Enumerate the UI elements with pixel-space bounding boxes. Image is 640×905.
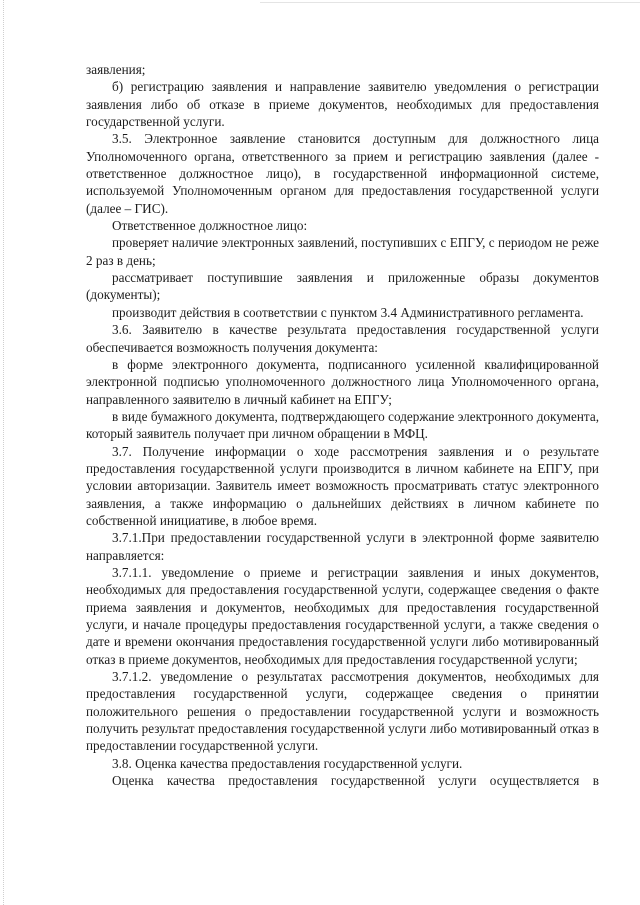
scan-border-top	[260, 2, 640, 3]
paragraph-checks-applications: проверяет наличие электронных заявлений, поступивших с ЕПГУ, с периодом не реже 2 раз в день;	[86, 235, 599, 268]
paragraph-3-7-1: 3.7.1.При предоставлении государственной услуги в электронной форме заявителю направляется:	[86, 530, 599, 563]
paragraph-quality-assessment: Оценка качества предоставления государственной услуги осуществляется в	[112, 773, 599, 789]
paragraph-electronic-document: в форме электронного документа, подписанного усиленной квалифицированной электронной подписью уполномоченного должностного лица Уполномоченного органа, направленного заявителю в личный кабинет на ЕПГУ;	[86, 356, 599, 407]
paragraph-performs-actions: производит действия в соответствии с пунктом 3.4 Административного регламента.	[112, 304, 584, 320]
paragraph-3-7: 3.7. Получение информации о ходе рассмотрения заявления и о результате предоставления государственной услуги производится в личном кабинете на ЕПГУ, при условии авторизации. Заявитель имеет возможность просматривать статус электронного заявления, а также информацию о дальнейших действиях в личном кабинете по собственной инициативе, в любое время.	[86, 443, 599, 528]
paragraph-3-8: 3.8. Оценка качества предоставления государственной услуги.	[112, 755, 463, 771]
paragraph-responsible-official: Ответственное должностное лицо:	[112, 218, 308, 234]
paragraph-3-5: 3.5. Электронное заявление становится доступным для должностного лица Уполномоченного органа, ответственного за прием и регистрацию заявления (далее - ответственное должностное лицо), в государственной информационной системе, используемой Уполномоченным органом для предоставления государственной услуги (далее – ГИС).	[86, 131, 599, 216]
paragraph-registration: б) регистрацию заявления и направление заявителю уведомления о регистрации заявления либо об отказе в приеме документов, необходимых для предоставления государственной услуги.	[86, 79, 599, 130]
paragraph-3-7-1-2: 3.7.1.2. уведомление о результатах рассмотрения документов, необходимых для предоставления государственной услуги, содержащее сведения о принятии положительного решения о предоставлении государственной услуги и возможность получить результат предоставления государственной услуги либо мотивированный отказ в предоставлении государственной услуги.	[86, 669, 599, 754]
document-page	[86, 61, 599, 789]
paragraph-paper-document: в виде бумажного документа, подтверждающего содержание электронного документа, который заявитель получает при личном обращении в МФЦ.	[86, 408, 599, 442]
paragraph-3-7-1-1: 3.7.1.1. уведомление о приеме и регистрации заявления и иных документов, необходимых для предоставления государственной услуги, содержащее сведения о факте приема заявления и документов, необходимых для предоставления государственной услуги, и начале процедуры предоставления государственной услуги, а также сведения о дате и времени окончания предоставления государственной услуги либо мотивированный отказ в приеме документов, необходимых для предоставления государственной услуги;	[86, 564, 599, 667]
scan-border-left	[3, 0, 4, 905]
paragraph-3-6: 3.6. Заявителю в качестве результата предоставления государственной услуги обеспечивается возможность получения документа:	[86, 322, 599, 355]
paragraph-reviews-applications: рассматривает поступившие заявления и приложенные образы документов (документы);	[86, 270, 599, 303]
paragraph-continuation: заявления;	[86, 62, 146, 77]
